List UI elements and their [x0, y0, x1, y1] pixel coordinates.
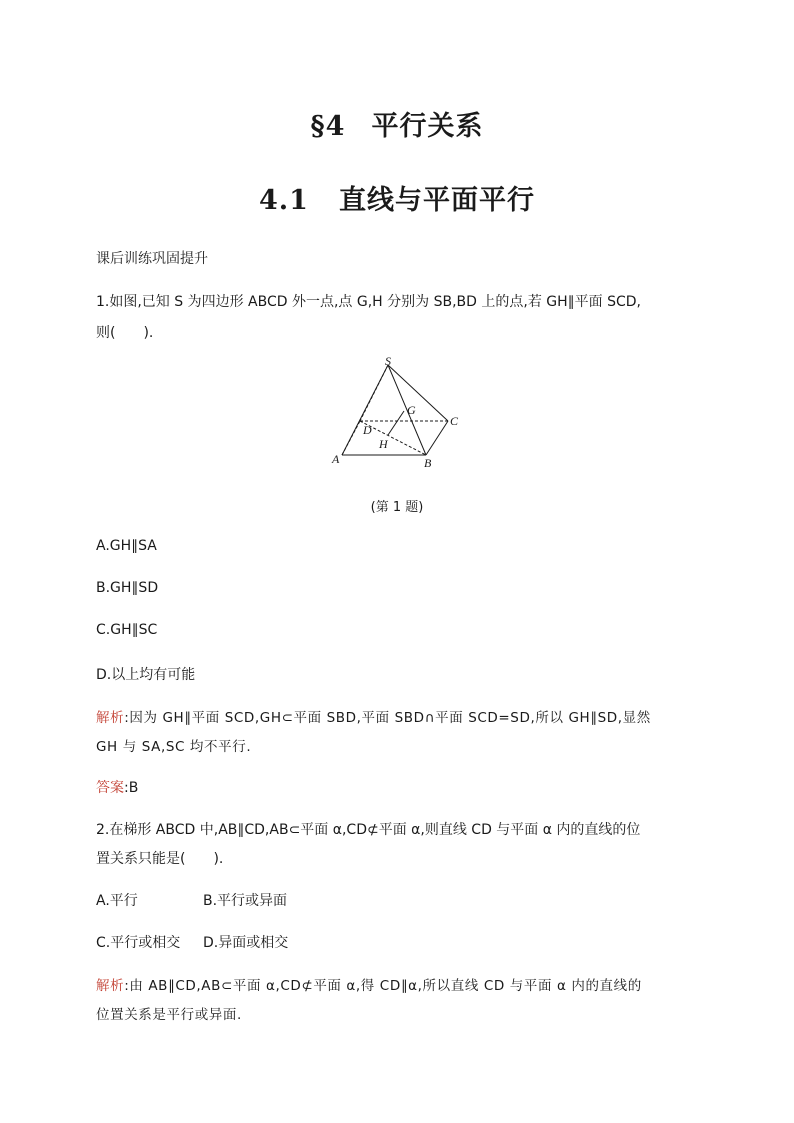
q1-option-c: C.GH∥SC	[96, 622, 158, 638]
figure-caption: (第 1 题)	[370, 500, 424, 515]
label-s: S	[385, 355, 391, 368]
q1-option-d: D.以上均有可能	[96, 667, 196, 683]
q1-analysis-text: :因为 GH∥平面 SCD,GH⊂平面 SBD,平面 SBD∩平面 SCD=SD,所以 GH∥SD,显然	[124, 710, 651, 726]
q1-stem-line2: 则( ).	[96, 325, 154, 341]
label-d: D	[363, 423, 372, 437]
segment-gh	[388, 411, 404, 435]
q1-option-a: A.GH∥SA	[96, 538, 157, 554]
pyramid-figure	[320, 355, 470, 475]
subsection-number: 4.1	[259, 185, 309, 216]
q2-option-a: A.平行	[96, 893, 138, 909]
q1-analysis-line1	[96, 706, 651, 726]
subsection-heading	[0, 178, 794, 217]
q2-analysis-line2: 位置关系是平行或异面.	[96, 1007, 242, 1023]
q2-analysis-text: :由 AB∥CD,AB⊂平面 α,CD⊄平面 α,得 CD∥α,所以直线 CD 与平面 α 内的直线的	[124, 978, 642, 994]
label-b: B	[424, 456, 432, 470]
q2-analysis-label: 解析	[96, 978, 125, 994]
label-c: C	[450, 414, 459, 428]
section-label: 课后训练巩固提升	[96, 251, 208, 267]
section-heading	[0, 104, 794, 143]
q1-analysis-label: 解析	[96, 710, 125, 726]
q2-option-c: C.平行或相交	[96, 935, 181, 951]
q1-analysis-line2: GH 与 SA,SC 均不平行.	[96, 739, 252, 755]
edge-sc	[388, 365, 448, 421]
q2-analysis-line1	[96, 974, 642, 994]
q1-option-b: B.GH∥SD	[96, 580, 159, 596]
section-number: §4	[310, 111, 346, 142]
q1-answer	[96, 777, 138, 797]
label-h: H	[379, 437, 388, 451]
edge-bc	[426, 421, 448, 455]
q1-answer-label: 答案	[96, 780, 124, 796]
q1-answer-value: :B	[124, 780, 139, 796]
q2-stem-line1: 2.在梯形 ABCD 中,AB∥CD,AB⊂平面 α,CD⊄平面 α,则直线 CD 与平面 α 内的直线的位	[96, 822, 641, 838]
section-title: 平行关系	[371, 111, 484, 142]
q2-option-d: D.异面或相交	[203, 935, 289, 951]
q2-option-b: B.平行或异面	[203, 893, 288, 909]
subsection-title: 直线与平面平行	[338, 185, 535, 216]
q1-stem-line1: 1.如图,已知 S 为四边形 ABCD 外一点,点 G,H 分别为 SB,BD 上的点,若 GH∥平面 SCD,	[96, 294, 642, 310]
q2-stem-line2: 置关系只能是( ).	[96, 851, 224, 867]
label-g: G	[407, 403, 416, 417]
label-a: A	[332, 452, 340, 466]
